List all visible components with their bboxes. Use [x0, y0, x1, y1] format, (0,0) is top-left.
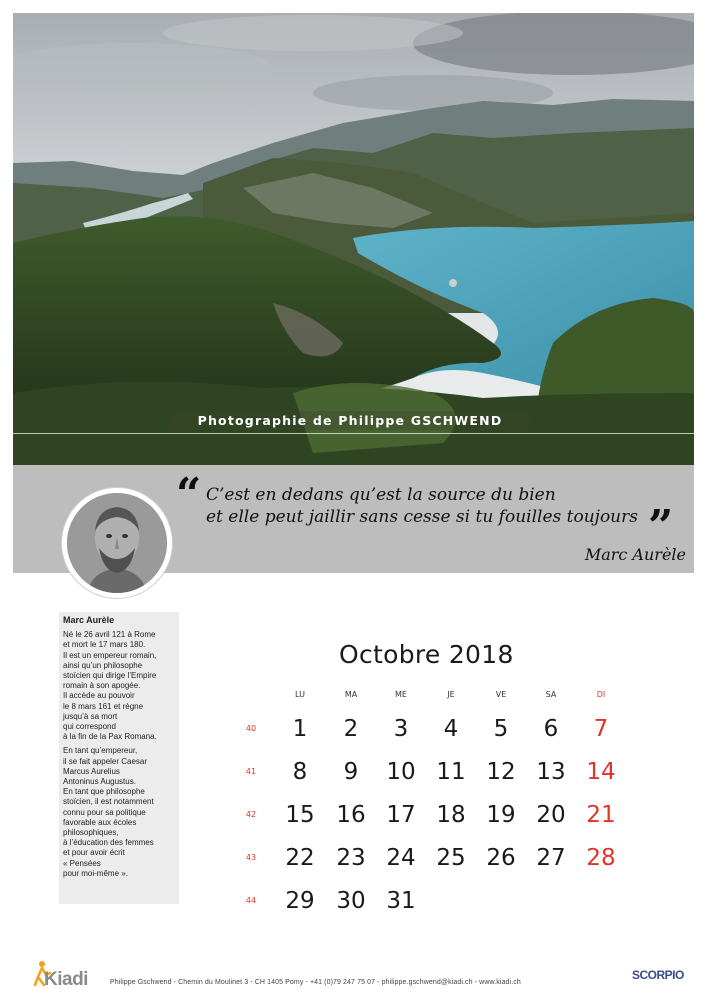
calendar-day: 13: [536, 759, 566, 785]
biography-title: Marc Aurèle: [63, 615, 115, 625]
day-name-sunday: DI: [596, 690, 606, 699]
open-quote-mark: “: [176, 469, 202, 520]
biography-box: [59, 612, 179, 904]
calendar-day: 17: [386, 802, 416, 828]
calendar-day: 18: [436, 802, 466, 828]
quote-line-1: C’est en dedans qu’est la source du bien: [206, 485, 556, 505]
calendar-day: 22: [285, 845, 315, 871]
calendar-day: 15: [285, 802, 315, 828]
footer-address: Philippe Gschwend - Chemin du Moulinet 3 - CH 1405 Pomy - +41 (0)79 247 75 07 - philippe.gschwend@kiadi.ch - www.kiadi.ch: [110, 979, 521, 986]
quote-author: Marc Aurèle: [584, 545, 686, 564]
scorpio-logo-text: SCORPIO: [632, 968, 684, 982]
week-number: 44: [245, 896, 257, 905]
landscape-photo: [13, 13, 694, 465]
calendar-day: 29: [285, 888, 315, 914]
week-number: 42: [245, 810, 257, 819]
calendar-day: 9: [343, 759, 359, 785]
landscape-illustration: [13, 13, 694, 465]
calendar-day: 10: [386, 759, 416, 785]
calendar-day: 6: [543, 716, 559, 742]
calendar-day: 5: [493, 716, 509, 742]
calendar-day: 16: [336, 802, 366, 828]
calendar-day: 8: [292, 759, 308, 785]
day-name: JE: [447, 690, 455, 699]
biography-paragraph-1: Né le 26 avril 121 à Rome et mort le 17 mars 180. Il est un empereur romain, ainsi qu’un philosophe stoïcien qui dirige l’Empire romain à son apogée. Il accède au pouvoir le 8 mars 161 et règne jusqu’à sa mort qui correspond à la fin de la Pax Romana.: [63, 630, 157, 742]
calendar-day: 12: [486, 759, 516, 785]
calendar-day-sunday: 28: [586, 845, 616, 871]
biography-paragraph-2: En tant qu’empereur, il se fait appeler Caesar Marcus Aurelius Antoninus Augustus. En tant que philosophe stoïcien, il est notamment connu pour sa politique favorable aux écoles philosophiques, à l’éducation des femmes et pour avoir écrit « Pensées pour moi-même ».: [63, 746, 154, 878]
calendar-day: 30: [336, 888, 366, 914]
calendar-day: 27: [536, 845, 566, 871]
calendar-day-sunday: 14: [586, 759, 616, 785]
month-title: Octobre 2018: [339, 640, 514, 669]
calendar-day: 1: [292, 716, 308, 742]
week-number: 43: [245, 853, 257, 862]
calendar-day: 26: [486, 845, 516, 871]
calendar-day: 24: [386, 845, 416, 871]
kiadi-logo-text: Kiadi: [44, 969, 88, 990]
day-name: MA: [344, 690, 358, 699]
quote-line-2: et elle peut jaillir sans cesse si tu fouilles toujours: [206, 507, 638, 527]
calendar-day: 4: [443, 716, 459, 742]
calendar-day: 3: [393, 716, 409, 742]
bust-icon: [67, 493, 167, 593]
day-name: VE: [495, 690, 507, 699]
calendar-day: 19: [486, 802, 516, 828]
day-name: ME: [395, 690, 407, 699]
day-name: SA: [545, 690, 557, 699]
calendar-day: 11: [436, 759, 466, 785]
scorpio-logo: [632, 962, 682, 990]
quote-text: [206, 484, 656, 528]
photo-credit: Photographie de Philippe GSCHWEND: [170, 411, 530, 430]
day-name: LU: [295, 690, 305, 699]
kiadi-logo: [30, 957, 90, 991]
calendar-day: 31: [386, 888, 416, 914]
week-number: 40: [245, 724, 257, 733]
calendar-day-sunday: 21: [586, 802, 616, 828]
calendar-day-sunday: 7: [593, 716, 609, 742]
calendar-day: 25: [436, 845, 466, 871]
week-number: 41: [245, 767, 257, 776]
calendar-day: 2: [343, 716, 359, 742]
portrait-image: [67, 493, 167, 593]
portrait-medallion: [62, 488, 172, 598]
close-quote-mark: ”: [648, 501, 674, 552]
calendar-day: 20: [536, 802, 566, 828]
calendar-day: 23: [336, 845, 366, 871]
photo-divider-line: [13, 433, 694, 434]
